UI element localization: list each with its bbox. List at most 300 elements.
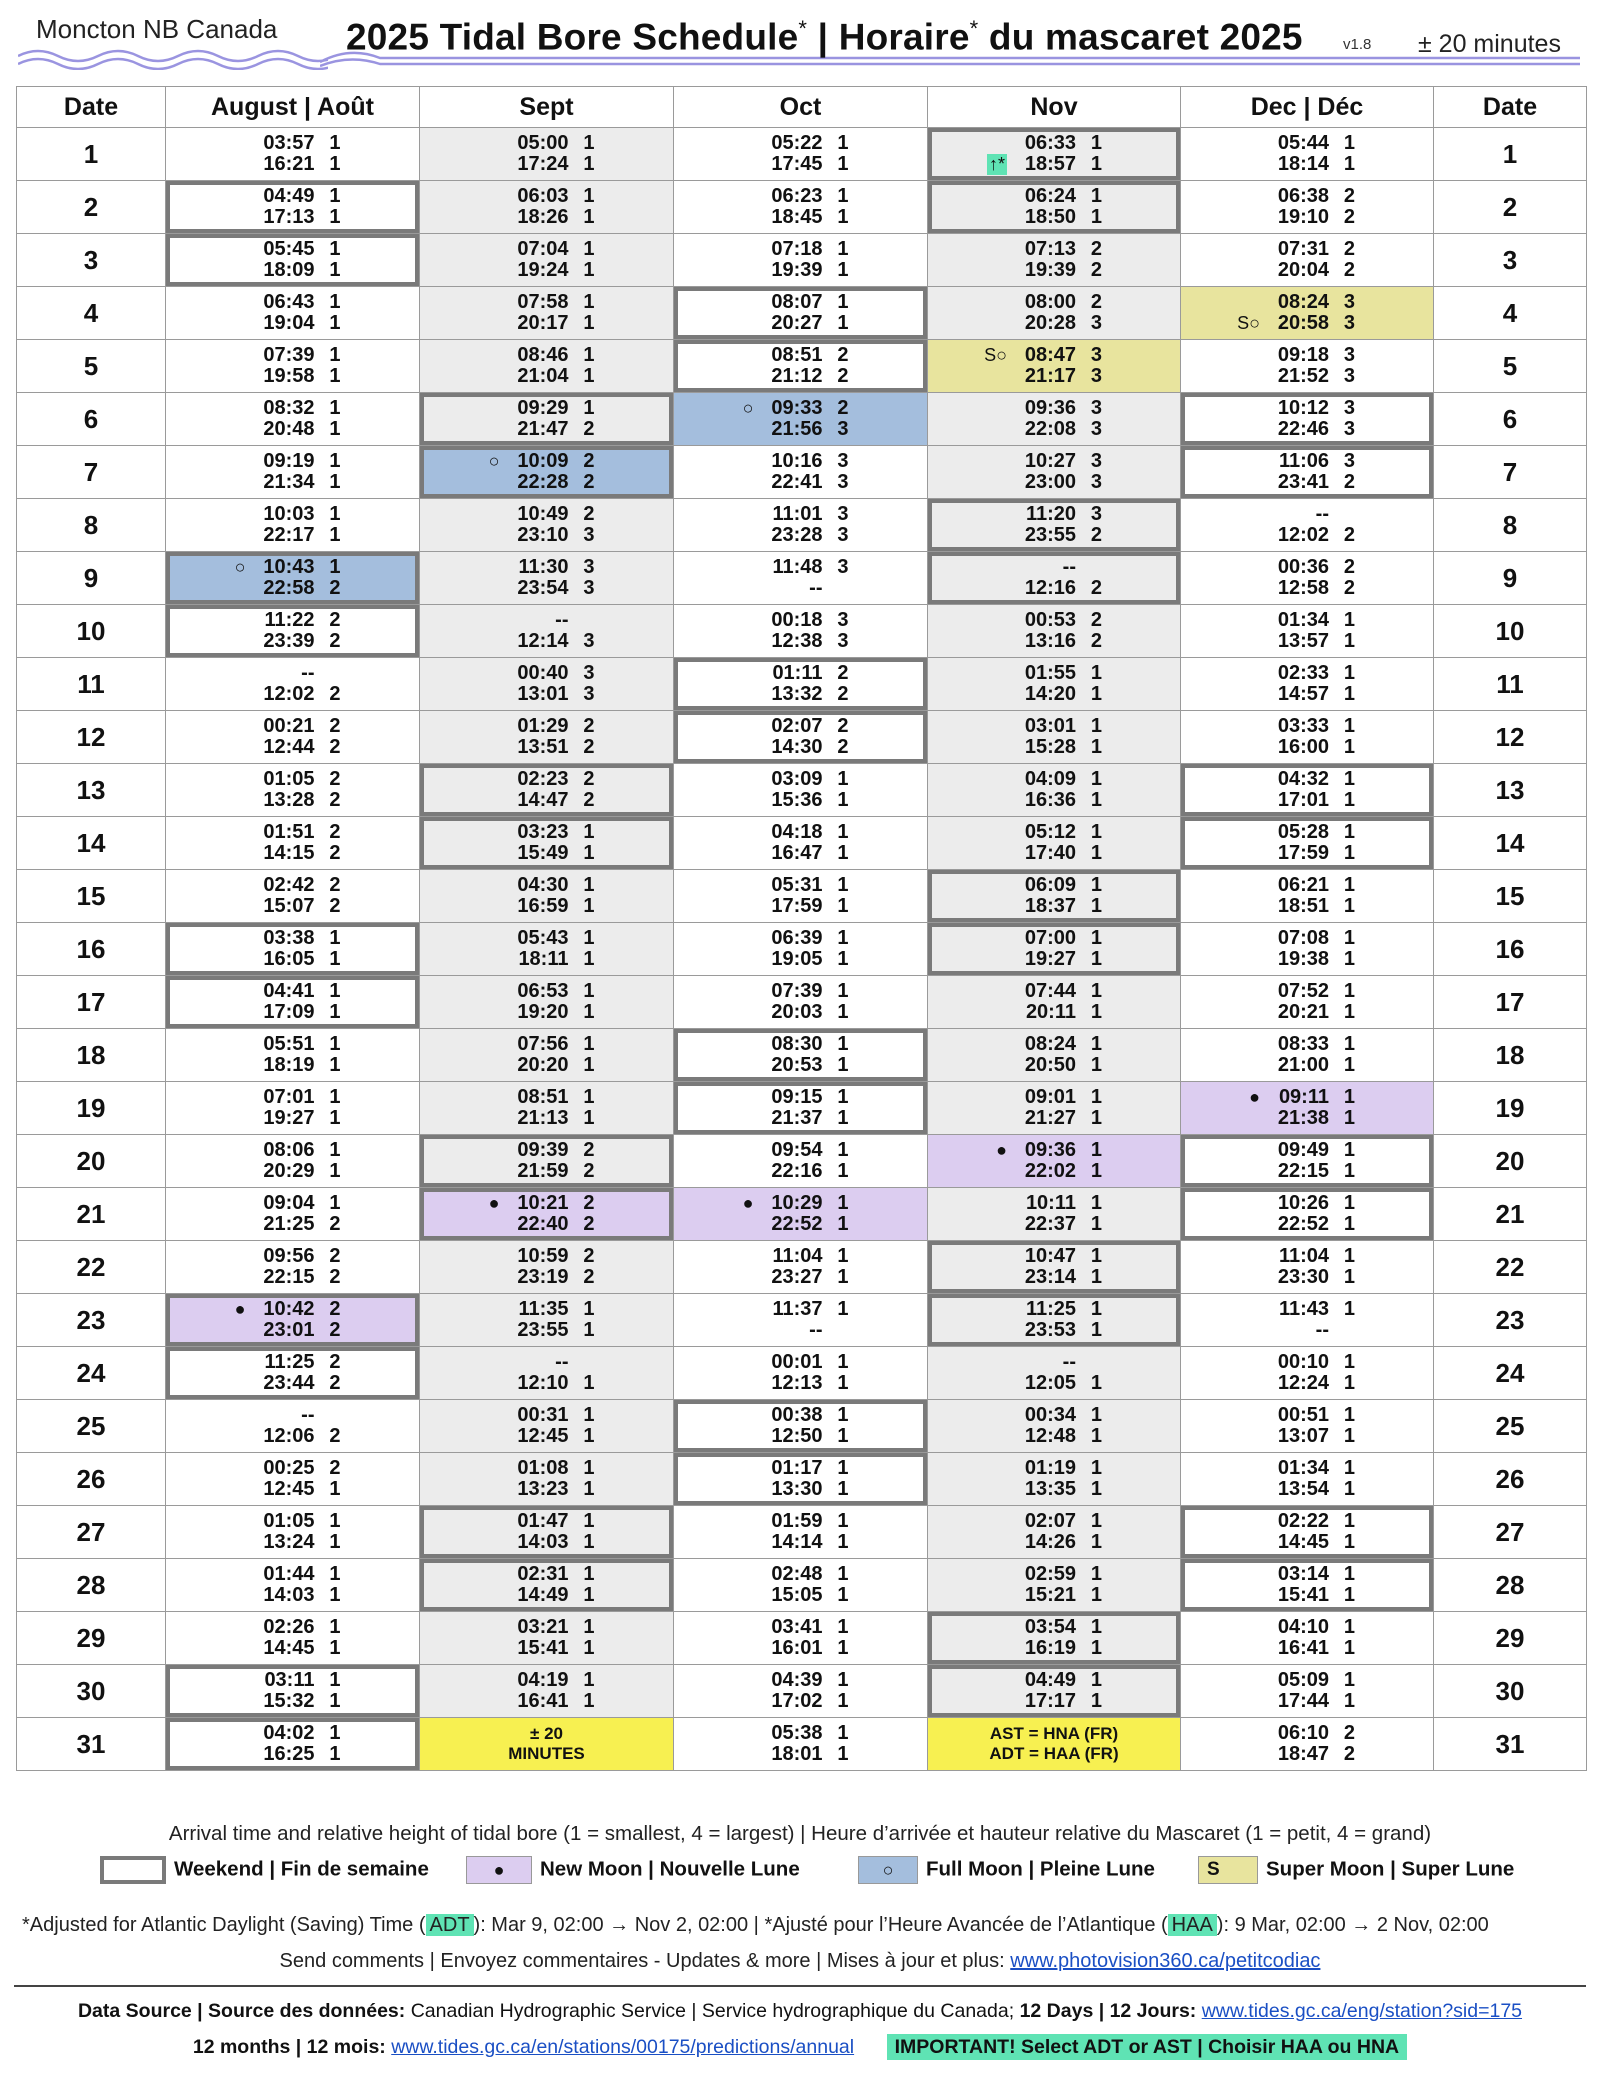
tide-height: 1 [837,821,849,843]
tide-entry [420,1511,673,1532]
header [0,0,1600,78]
tide-entry [1181,1267,1433,1288]
tide-time: 22:15 [263,1266,315,1288]
tide-cell [928,499,1181,552]
tide-time: 02:07 [771,715,823,737]
tide-time: 03:41 [771,1616,823,1638]
tide-time: 23:00 [1024,471,1076,493]
tide-entry [420,504,673,525]
tide-entry [674,186,927,207]
tide-time: 12:50 [771,1425,823,1447]
tide-entry [674,345,927,366]
tide-time: 06:24 [1024,185,1076,207]
tide-entry [674,366,927,387]
tide-time: 16:21 [263,153,315,175]
tide-cell [420,1612,674,1665]
tide-entry [420,896,673,917]
tide-time: 12:02 [1277,524,1329,546]
tide-height: 1 [583,1584,595,1606]
tide-height: 2 [329,715,341,737]
tide-cell [928,817,1181,870]
version-label: v1.8 [1343,36,1372,53]
tide-entry [420,239,673,260]
tide-time: 13:30 [771,1478,823,1500]
tide-time: 01:55 [1024,662,1076,684]
tide-entry [1181,398,1433,419]
tide-height: 3 [583,630,595,652]
tide-height: 1 [583,1319,595,1341]
tide-height: 1 [1343,1160,1355,1182]
tide-cell [674,552,928,605]
tide-height: 1 [1090,948,1102,970]
title-en: 2025 Tidal Bore Schedule [346,16,799,58]
tide-height: 1 [837,1510,849,1532]
tide-height: 1 [583,185,595,207]
tide-time: 21:47 [517,418,569,440]
tide-entry [166,451,419,472]
tide-entry [1181,1299,1433,1320]
tide-time: 21:00 [1277,1054,1329,1076]
tide-entry [1181,737,1433,758]
tide-cell [420,1188,674,1241]
tide-time: 03:01 [1024,715,1076,737]
tide-time: 18:37 [1024,895,1076,917]
date-cell: 24 [1434,1347,1587,1400]
date-cell: 25 [1434,1400,1587,1453]
tide-height: 1 [583,397,595,419]
tide-entry [674,1585,927,1606]
tide-cell [420,287,674,340]
tide-entry [420,769,673,790]
date-cell: 13 [17,764,166,817]
date-cell: 6 [17,393,166,446]
tide-height: 2 [583,736,595,758]
new-moon-icon: ● [488,1193,500,1213]
table-row [17,128,1587,181]
tide-height: 1 [1343,842,1355,864]
tide-entry [420,843,673,864]
tide-cell [674,1188,928,1241]
tide-height: 2 [329,874,341,896]
tide-height: 2 [583,1266,595,1288]
tide-entry [1181,1352,1433,1373]
days-link[interactable]: www.tides.gc.ca/eng/station?sid=175 [1201,2000,1523,2022]
tide-time: 02:22 [1277,1510,1329,1532]
tide-entry [928,186,1180,207]
tide-time: 13:16 [1024,630,1076,652]
date-cell: 24 [17,1347,166,1400]
tide-time: 13:32 [771,683,823,705]
tide-height: 1 [837,1298,849,1320]
tide-time: 02:23 [517,768,569,790]
tide-entry [166,1638,419,1659]
tide-height: 1 [329,1054,341,1076]
adjusted-range: ): Mar 9, 02:00 → Nov 2, 02:00 | [473,1914,759,1936]
tide-entry [166,1723,419,1744]
tide-time: 09:11 [1278,1086,1329,1108]
tide-entry [420,1108,673,1129]
new-moon-icon: ● [996,1140,1007,1160]
tide-entry [420,207,673,228]
tide-time: 03:33 [1277,715,1329,737]
tide-time: 19:24 [517,259,569,281]
tide-cell [928,128,1181,181]
table-row [17,1347,1587,1400]
tide-cell [420,1082,674,1135]
tide-height: 2 [583,1245,595,1267]
tide-entry [1181,292,1433,313]
tide-height: 1 [329,291,341,313]
tide-entry [674,1034,927,1055]
tide-height: 1 [837,768,849,790]
tide-cell [928,1400,1181,1453]
tide-cell [420,1400,674,1453]
tide-height: 1 [1343,1107,1355,1129]
tide-cell [674,287,928,340]
tide-time: 11:25 [264,1351,315,1373]
source-line [0,2000,1600,2023]
tide-entry [166,1267,419,1288]
tide-entry [166,186,419,207]
tide-time: 11:22 [264,609,315,631]
tide-height: 1 [1343,948,1355,970]
tide-entry [674,1055,927,1076]
tide-entry [928,737,1180,758]
tide-time: 12:24 [1277,1372,1329,1394]
tide-entry [1181,843,1433,864]
tide-height: 1 [837,1351,849,1373]
tide-height: 2 [837,715,849,737]
tide-time: 03:11 [264,1669,315,1691]
table-row [17,1665,1587,1718]
tide-height: 1 [837,1743,849,1765]
tide-entry [928,896,1180,917]
tide-time: 04:41 [263,980,315,1002]
column-header: Date [1434,87,1587,128]
note-text: MINUTES [508,1744,585,1763]
tide-height: 1 [583,874,595,896]
tide-time: 03:54 [1024,1616,1076,1638]
tide-time: 15:05 [771,1584,823,1606]
tide-entry [674,239,927,260]
table-row [17,817,1587,870]
tide-entry [166,1352,419,1373]
tide-cell [928,1241,1181,1294]
tide-time: 21:38 [1277,1107,1329,1129]
tide-height: 1 [329,132,341,154]
tide-cell [1181,870,1434,923]
tide-cell [166,923,420,976]
tide-entry [674,578,927,599]
tide-entry [420,1564,673,1585]
tide-entry [1181,239,1433,260]
tide-height: 1 [329,185,341,207]
tide-entry [928,663,1180,684]
date-cell: 19 [17,1082,166,1135]
tide-entry [420,133,673,154]
tide-entry [166,1585,419,1606]
date-cell: 10 [17,605,166,658]
new-moon-swatch [466,1856,532,1884]
tide-height: 2 [583,768,595,790]
tide-entry [1181,663,1433,684]
tide-time: 08:46 [517,344,569,366]
table-row [17,923,1587,976]
tide-height: 3 [837,450,849,472]
tide-entry [674,1087,927,1108]
tide-cell [928,976,1181,1029]
tide-entry [1181,1320,1433,1341]
tide-entry [166,1214,419,1235]
tide-entry [420,472,673,493]
tide-height: 2 [837,736,849,758]
tide-time: 05:09 [1277,1669,1329,1691]
date-cell: 4 [1434,287,1587,340]
tide-height: 1 [1343,132,1355,154]
tide-time: 04:32 [1277,768,1329,790]
date-cell: 31 [17,1718,166,1771]
tide-height: 1 [583,1478,595,1500]
tide-height: 1 [583,1107,595,1129]
tide-time: 15:41 [1277,1584,1329,1606]
tide-time: 17:01 [1277,789,1329,811]
tide-time: 09:01 [1024,1086,1076,1108]
tide-entry [928,716,1180,737]
tide-entry [1181,1479,1433,1500]
months-link[interactable]: www.tides.gc.ca/en/stations/00175/predictions/annual [391,2036,855,2058]
tide-entry [928,928,1180,949]
comments-text: Send comments | Envoyez commentaires - Updates & more | Mises à jour et plus: [279,1950,1005,1972]
tide-entry [674,472,927,493]
tide-height: 1 [1090,1033,1102,1055]
date-cell: 20 [17,1135,166,1188]
tide-entry [420,631,673,652]
tide-entry [674,1744,927,1765]
date-cell: 14 [1434,817,1587,870]
tide-height: 1 [1343,821,1355,843]
tide-time: 00:25 [263,1457,315,1479]
tide-height: 1 [1090,895,1102,917]
tide-entry [1181,419,1433,440]
tide-entry [928,1002,1180,1023]
tide-entry [928,451,1180,472]
tide-entry [928,1034,1180,1055]
tide-entry [166,1405,419,1426]
adt-badge: ADT [426,1914,474,1936]
tide-height: 1 [1343,768,1355,790]
tide-cell [674,1347,928,1400]
tide-entry [166,1617,419,1638]
tide-time: 07:39 [771,980,823,1002]
tide-entry [928,1055,1180,1076]
tide-cell [166,711,420,764]
tide-height: 2 [837,365,849,387]
tide-height: 3 [583,662,595,684]
super-moon-icon: S [1207,1859,1220,1880]
note-text: ± 20 [530,1724,563,1743]
tide-time: 10:26 [1277,1192,1329,1214]
tide-height: 1 [583,927,595,949]
tide-entry [1181,1638,1433,1659]
tide-entry [1181,1426,1433,1447]
comments-link[interactable]: www.photovision360.ca/petitcodiac [1010,1950,1321,1972]
tide-entry [420,716,673,737]
tide-time: -- [555,1351,569,1373]
tide-time: 00:10 [1277,1351,1329,1373]
tide-height: 1 [1343,789,1355,811]
tide-time: 14:15 [263,842,315,864]
tide-cell [674,923,928,976]
tide-entry [1181,684,1433,705]
tide-time: 16:05 [263,948,315,970]
tide-time: 14:14 [771,1531,823,1553]
tide-entry [420,1373,673,1394]
tide-entry [674,398,927,419]
tide-entry [674,1320,927,1341]
tide-entry [166,133,419,154]
days-label: 12 Days | 12 Jours: [1019,2000,1197,2022]
tide-entry [674,1352,927,1373]
source-text: Canadian Hydrographic Service | Service hydrographique du Canada; [410,2000,1015,2022]
tide-entry [166,1055,419,1076]
tide-time: 12:48 [1024,1425,1076,1447]
tide-time: 23:53 [1024,1319,1076,1341]
tide-time: 23:28 [771,524,823,546]
tide-time: 20:20 [517,1054,569,1076]
tide-height: 1 [583,238,595,260]
tide-height: 1 [329,556,341,578]
tide-entry [166,154,419,175]
tide-height: 1 [1090,1266,1102,1288]
annual-line [0,2036,1600,2059]
tide-cell [674,1718,928,1771]
tide-height: 1 [1090,1160,1102,1182]
tide-cell [420,1453,674,1506]
tide-time: 15:36 [771,789,823,811]
tide-entry [166,769,419,790]
tide-entry [1181,1246,1433,1267]
tide-height: 1 [837,1690,849,1712]
tide-entry [420,1246,673,1267]
tide-entry [928,1140,1180,1161]
tide-height: 1 [837,1669,849,1691]
tide-height: 1 [1090,1478,1102,1500]
tide-height: 1 [1343,1139,1355,1161]
tide-entry [1181,557,1433,578]
tide-entry [1181,1161,1433,1182]
tide-time: 18:57 [1024,153,1076,175]
tide-time: 07:00 [1024,927,1076,949]
tide-cell [928,711,1181,764]
tide-time: 07:44 [1024,980,1076,1002]
tide-time: 12:10 [517,1372,569,1394]
tide-height: 1 [1090,789,1102,811]
tide-entry [928,1458,1180,1479]
tide-time: 19:05 [771,948,823,970]
table-row [17,181,1587,234]
tide-entry [166,1193,419,1214]
tide-entry [928,398,1180,419]
tide-height: 1 [837,1531,849,1553]
tide-time: 22:37 [1024,1213,1076,1235]
tide-height: 1 [837,1054,849,1076]
tide-entry [1181,260,1433,281]
tide-time: 14:45 [263,1637,315,1659]
table-row [17,499,1587,552]
tide-time: 22:40 [517,1213,569,1235]
tide-entry [1181,345,1433,366]
tide-cell [674,1029,928,1082]
super-moon-icon: S○ [984,345,1007,365]
new-moon-icon: ● [234,1299,246,1319]
tide-time: 06:10 [1277,1722,1329,1744]
tide-time: 09:15 [771,1086,823,1108]
tide-cell [928,764,1181,817]
tide-entry [928,1405,1180,1426]
tide-entry [420,610,673,631]
table-row [17,287,1587,340]
tide-time: 21:04 [517,365,569,387]
tide-height: 3 [583,683,595,705]
tide-height: 1 [1343,1457,1355,1479]
tide-height: 1 [1343,1669,1355,1691]
date-cell: 12 [17,711,166,764]
tide-time: 16:00 [1277,736,1329,758]
tide-time: 20:50 [1024,1054,1076,1076]
tide-height: 2 [1343,556,1355,578]
table-row [17,764,1587,817]
tide-entry [674,313,927,334]
date-cell: 22 [1434,1241,1587,1294]
tide-height: 1 [583,842,595,864]
tide-entry [1181,1140,1433,1161]
tide-entry [420,949,673,970]
tide-time: 12:13 [771,1372,823,1394]
tide-time: 13:51 [517,736,569,758]
tide-time: 04:49 [1024,1669,1076,1691]
tide-entry [166,1744,419,1765]
tide-entry [166,1087,419,1108]
tide-height: 1 [837,1404,849,1426]
tide-height: 1 [1090,1637,1102,1659]
tide-cell [1181,1612,1434,1665]
tide-entry [1181,1087,1433,1108]
tide-time: 01:29 [517,715,569,737]
tide-height: 1 [1090,1001,1102,1023]
tide-entry [674,1193,927,1214]
tide-cell [420,1135,674,1188]
tide-time: 08:51 [771,344,823,366]
tide-cell [1181,1135,1434,1188]
date-cell: 29 [1434,1612,1587,1665]
date-cell: 17 [1434,976,1587,1029]
tide-time: 20:17 [517,312,569,334]
tide-time: 13:23 [517,1478,569,1500]
tide-cell [166,1029,420,1082]
tide-entry [928,1373,1180,1394]
tide-height: 2 [329,683,341,705]
divider [14,1985,1586,1987]
note-text: AST = HNA (FR) [989,1724,1119,1743]
tide-time: 11:04 [772,1245,823,1267]
date-cell: 1 [1434,128,1587,181]
tide-cell [420,605,674,658]
tide-entry [928,610,1180,631]
tide-cell [674,1241,928,1294]
date-cell: 9 [17,552,166,605]
tide-time: 03:14 [1277,1563,1329,1585]
tide-cell [1181,287,1434,340]
